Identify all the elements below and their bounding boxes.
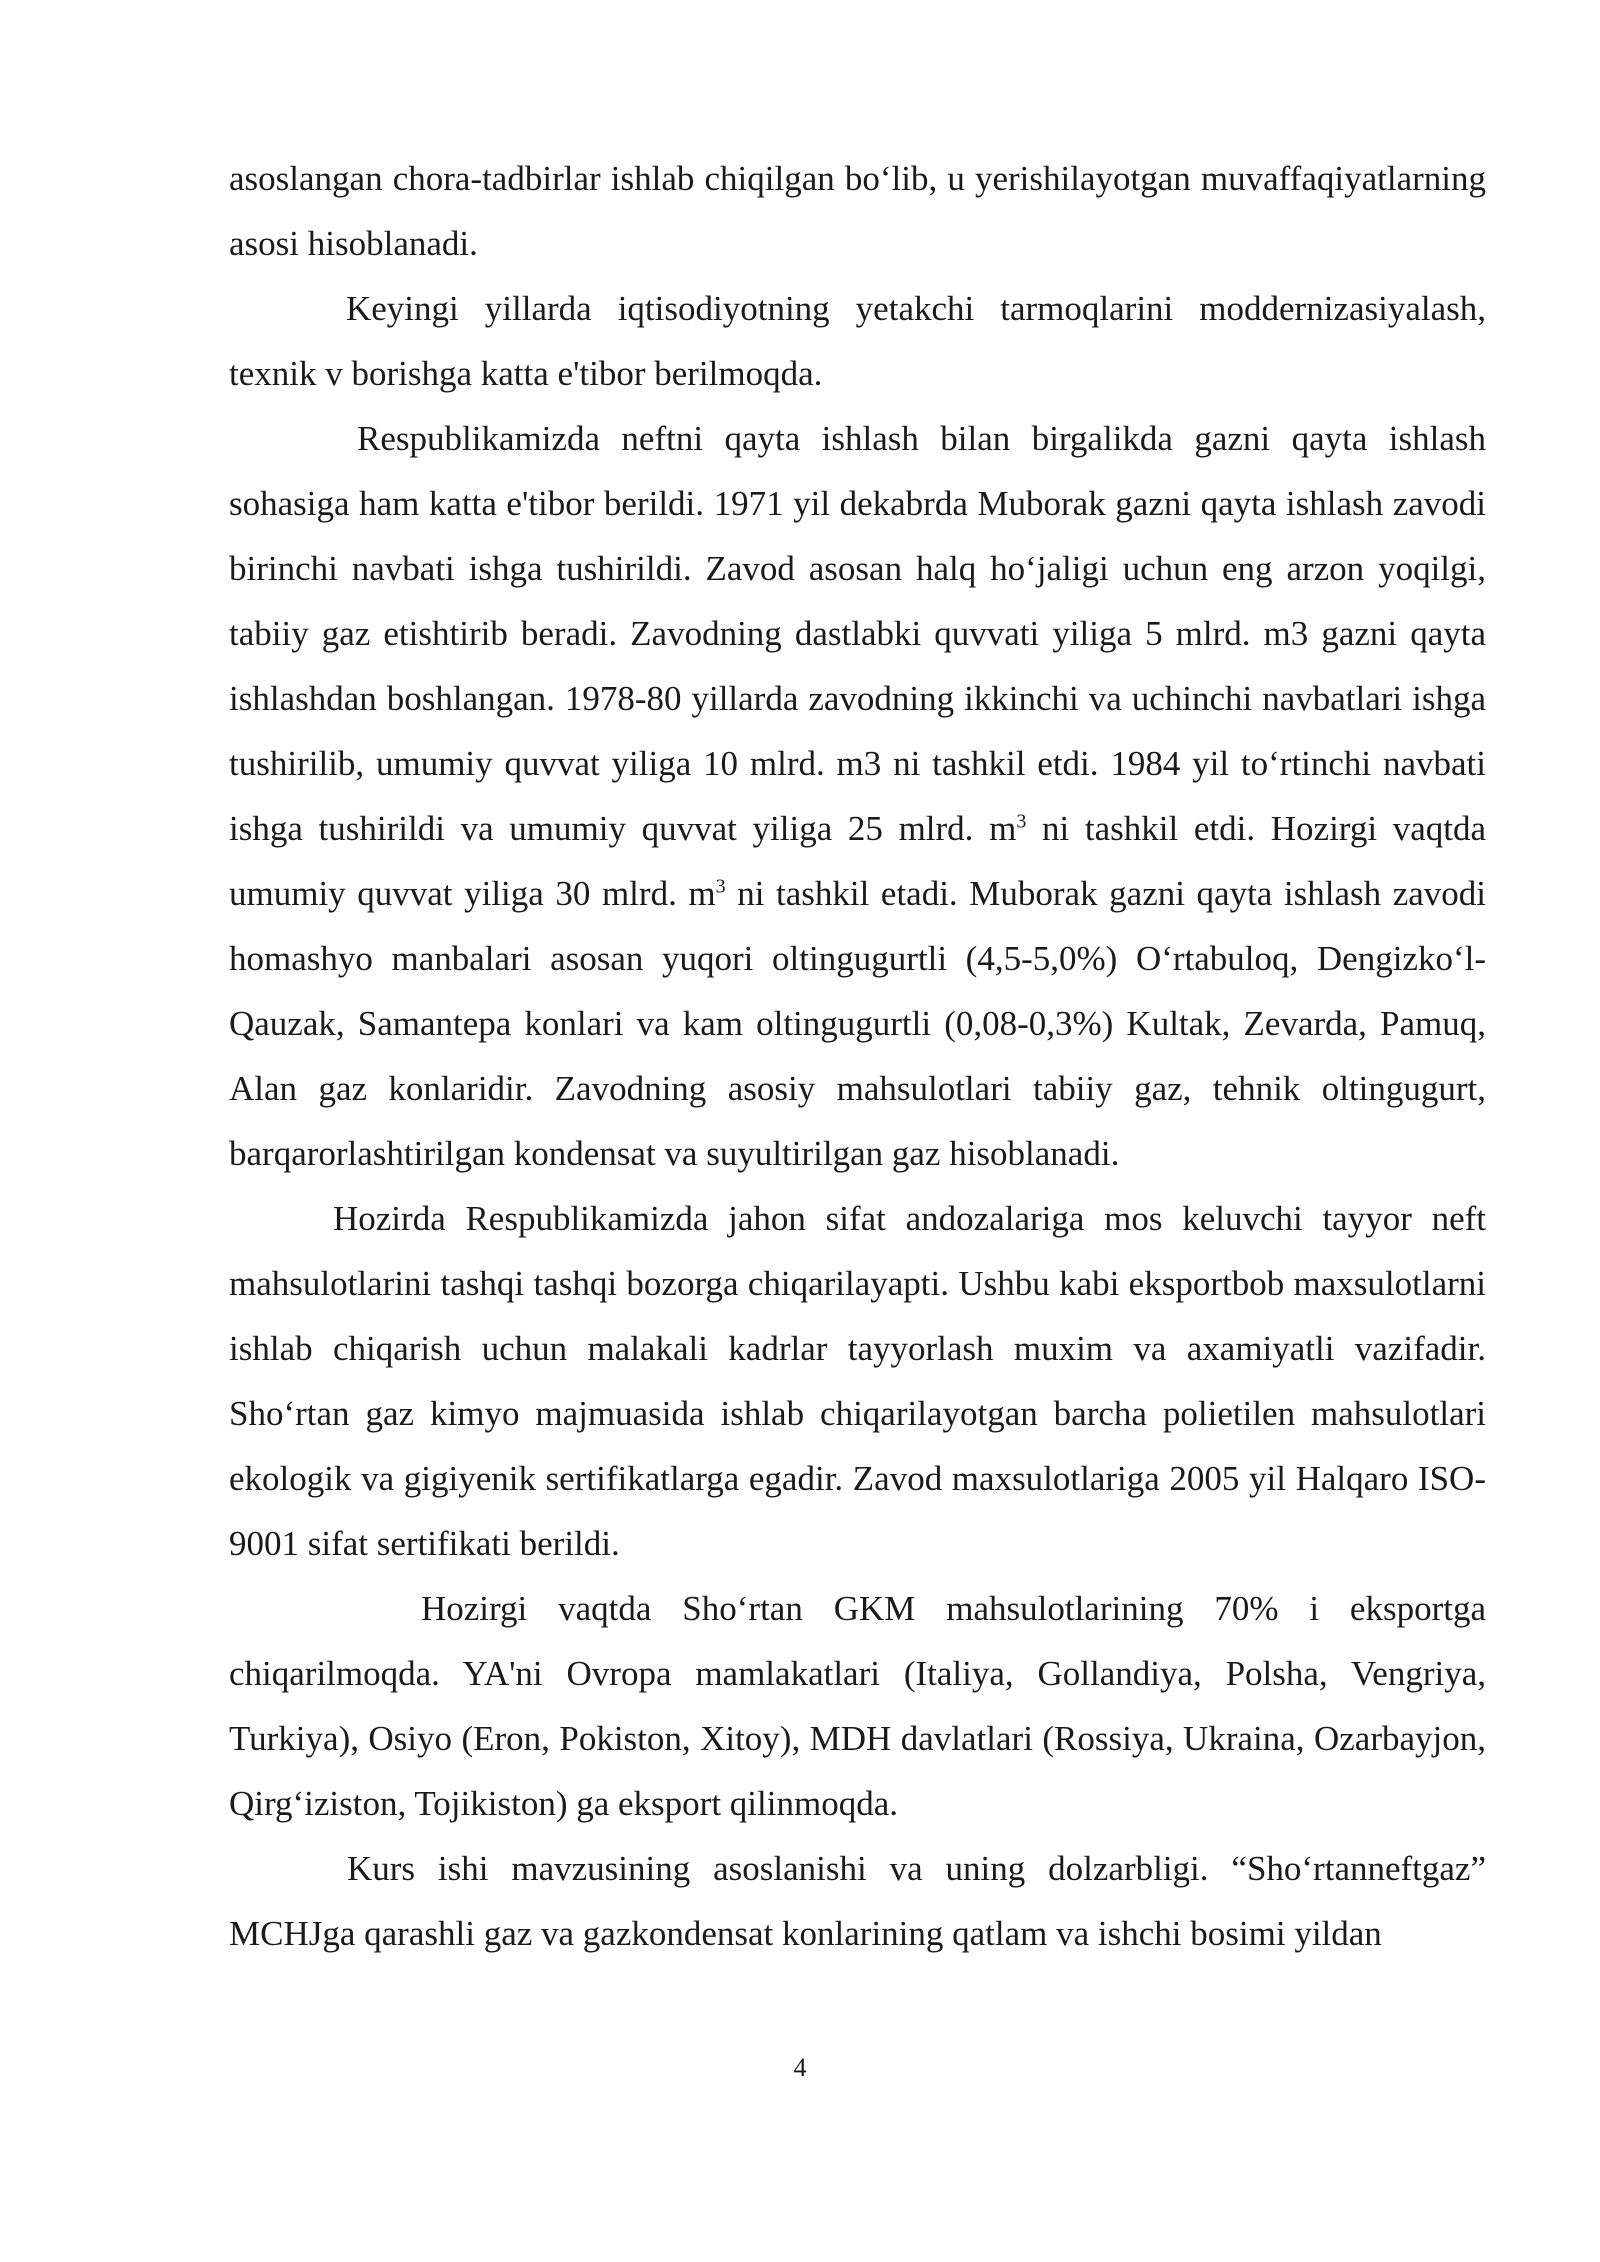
paragraph-6: Kurs ishi mavzusining asoslanishi va uning dolzarbligi. “Sho‘rtanneftgaz” MCHJga qarashli gaz va gazkondensat konlarining qatlam va ishchi bosimi yildan <box>229 1849 1486 1953</box>
superscript-3: 3 <box>715 875 726 898</box>
paragraph-5: Hozirgi vaqtda Sho‘rtan GKM mahsulotlarining 70% i eksportga chiqarilmoqda. YA'ni Ovropa mamlakatlari (Italiya, Gollandiya, Polsha, Vengriya, Turkiya), Osiyo (Eron, Pokiston, Xitoy), MDH davlatlari (Rossiya, Ukraina, Ozarbayjon, Qirg‘iziston, Tojikiston) ga eksport qilinmoqda. <box>229 1589 1486 1823</box>
paragraph-1: asoslangan chora-tadbirlar ishlab chiqilgan bo‘lib, u yerishilayotgan muvaffaqiyatlarning asosi hisoblanadi. <box>229 159 1486 263</box>
paragraph-3: Respublikamizda neftni qayta ishlash bilan birgalikda gazni qayta ishlash sohasiga ham katta e'tibor berildi. 1971 yil dekabrda Muborak gazni qayta ishlash zavodi birinchi navbati ishga tushirildi. Zavod asosan halq ho‘jaligi uchun eng arzon yoqilgi, tabiiy gaz etishtirib beradi. Zavodning dastlabki quvvati yiliga 5 mlrd. m3 gazni qayta ishlashdan boshlangan. 1978-80 yillarda zavodning ikkinchi va uchinchi navbatlari ishga tushirilib, umumiy quvvat yiliga 10 mlrd. m3 ni tashkil etdi. 1984 yil to‘rtinchi navbati ishga tushirildi va umumiy quvvat yiliga 25 mlrd. $m^3$ ni tashkil etdi. Hozirgi vaqtda umumiy quvvat yiliga 30 mlrd. $m^3$ ni tashkil etadi. Muborak gazni qayta ishlash zavodi homashyo manbalari asosan yuqori oltingugurtli (4,5-5,0%) O‘rtabuloq, Dengizko‘l-Qauzak, Samantepa konlari va kam oltingugurtli (0,08-0,3%) Kultak, Zevarda, Pamuq, Alan gaz konlaridir. Zavodning asosiy mahsulotlari tabiiy gaz, tehnik oltingugurt, barqarorlashtirilgan kondensat va suyultirilgan gaz hisoblanadi. <box>229 419 1487 1173</box>
paragraph-4: Hozirda Respublikamizda jahon sifat andozalariga mos keluvchi tayyor neft mahsulotlarini tashqi tashqi bozorga chiqarilayapti. Ushbu kabi eksportbob maxsulotlarni ishlab chiqarish uchun malakali kadrlar tayyorlash muxim va axamiyatli vazifadir. Sho‘rtan gaz kimyo majmuasida ishlab chiqarilayotgan barcha polietilen mahsulotlari ekologik va gigiyenik sertifikatlarga egadir. Zavod maxsulotlariga 2005 yil Halqaro ISO-9001 sifat sertifikati berildi. <box>229 1199 1486 1563</box>
document-body <box>229 146 1486 1966</box>
superscript-3: 3 <box>1016 810 1027 833</box>
paragraph-2: Keyingi yillarda iqtisodiyotning yetakchi tarmoqlarini moddernizasiyalash, texnik v borishga katta e'tibor berilmoqda. <box>229 289 1486 393</box>
page-number: 4 <box>793 2053 807 2082</box>
